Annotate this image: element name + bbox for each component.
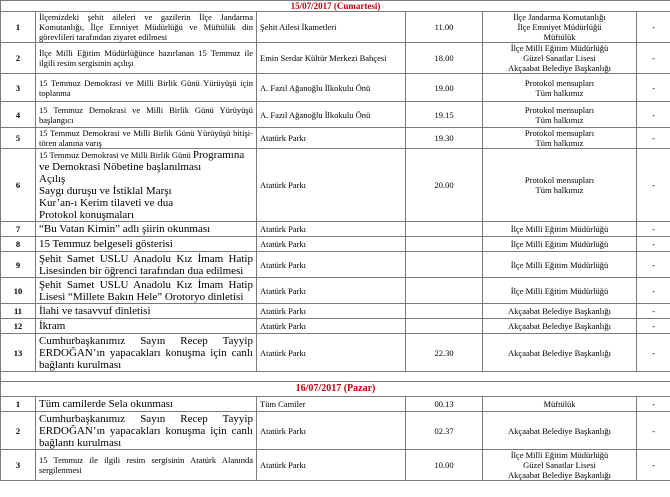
time-cell: 00.13	[406, 397, 483, 412]
row-number: 4	[1, 102, 36, 128]
place-cell: Şehit Ailesi İkametleri	[257, 12, 406, 43]
row-number: 2	[1, 43, 36, 74]
responsible-cell: İlçe Milli Eğitim Müdürlüğü	[483, 222, 637, 237]
table-row	[1, 412, 670, 450]
table-row	[1, 319, 670, 334]
table-row	[1, 222, 670, 237]
responsible-cell: Protokol mensupları Tüm halkımız	[483, 102, 637, 128]
activity-cell: İkram	[36, 319, 257, 334]
place-cell: Atatürk Parkı	[257, 304, 406, 319]
note-cell: -	[637, 252, 670, 278]
note-cell: -	[637, 128, 670, 149]
activity-cell: 15 Temmuz Demokrasi ve Milli Birlik Günü Yürüyüşü başlangıcı	[36, 102, 257, 128]
table-row	[1, 278, 670, 304]
note-cell: -	[637, 334, 670, 372]
place-cell: Atatürk Parkı	[257, 278, 406, 304]
activity-cell: 15 Temmuz ile ilgili resim sergisinin Atatürk Alanında sergilenmesi	[36, 450, 257, 481]
responsible-cell: Akçaabat Belediye Başkanlığı	[483, 412, 637, 450]
place-cell: Atatürk Parkı	[257, 252, 406, 278]
activity-cell: Şehit Samet USLU Anadolu Kız İmam Hatip Lisesi “Millete Bakın Hele” Orotoryo dinletisi	[36, 278, 257, 304]
place-cell: Atatürk Parkı	[257, 128, 406, 149]
row-number: 13	[1, 334, 36, 372]
place-cell: Atatürk Parkı	[257, 222, 406, 237]
activity-cell: 15 Temmuz Demokrasi ve Milli Birlik Günü Yürüyüşü bitişi-tören alanına varış	[36, 128, 257, 149]
activity-cell: Cumhurbaşkanımız Sayın Recep Tayyip ERDOĞAN’ın yapacakları konuşma için canlı bağlantı kurulması	[36, 334, 257, 372]
note-cell: -	[637, 74, 670, 102]
place-cell: Atatürk Parkı	[257, 149, 406, 222]
time-cell	[406, 304, 483, 319]
activity-cell: 15 Temmuz Demokrasi ve Milli Birlik Günü Programına ve Demokrasi Nöbetine başlanılması Açılış Saygı duruşu ve İstiklal Marşı Kur’an-ı Kerim tilaveti ve dua Protokol konuşmaları	[36, 149, 257, 222]
place-cell: A. Fazıl Ağanoğlu İlkokulu Önü	[257, 102, 406, 128]
responsible-cell: Akçaabat Belediye Başkanlığı	[483, 304, 637, 319]
time-cell: 02.37	[406, 412, 483, 450]
time-cell	[406, 319, 483, 334]
activity-cell: İlahi ve tasavvuf dinletisi	[36, 304, 257, 319]
table-row	[1, 149, 670, 222]
responsible-cell: İlçe Milli Eğitim Müdürlüğü Güzel Sanatlar Lisesi Akçaabat Belediye Başkanlığı	[483, 450, 637, 481]
row-number: 8	[1, 237, 36, 252]
activity-cell: Cumhurbaşkanımız Sayın Recep Tayyip ERDOĞAN’ın yapacakları konuşma için canlı bağlantı kurulması	[36, 412, 257, 450]
note-cell: -	[637, 412, 670, 450]
time-cell	[406, 237, 483, 252]
activity-cell: Şehit Samet USLU Anadolu Kız İmam Hatip Lisesinden bir öğrenci tarafından dua edilmesi	[36, 252, 257, 278]
row-number: 6	[1, 149, 36, 222]
responsible-cell: Protokol mensupları Tüm halkımız	[483, 149, 637, 222]
row-number: 3	[1, 450, 36, 481]
time-cell: 20.00	[406, 149, 483, 222]
activity-cell: 15 Temmuz belgeseli gösterisi	[36, 237, 257, 252]
place-cell: Atatürk Parkı	[257, 237, 406, 252]
table-row	[1, 43, 670, 74]
time-cell: 11.00	[406, 12, 483, 43]
time-cell	[406, 252, 483, 278]
activity-cell: 15 Temmuz Demokrasi ve Milli Birlik Günü Yürüyüşü için toplanma	[36, 74, 257, 102]
place-cell: Emin Serdar Kültür Merkezi Bahçesi	[257, 43, 406, 74]
note-cell: -	[637, 278, 670, 304]
responsible-cell: Müftülük	[483, 397, 637, 412]
note-cell: -	[637, 237, 670, 252]
time-cell	[406, 278, 483, 304]
row-number: 7	[1, 222, 36, 237]
table-row	[1, 74, 670, 102]
responsible-cell: İlçe Milli Eğitim Müdürlüğü	[483, 278, 637, 304]
table-row	[1, 237, 670, 252]
activity-cell: “Bu Vatan Kimin” adlı şiirin okunması	[36, 222, 257, 237]
table-row	[1, 334, 670, 372]
row-number: 5	[1, 128, 36, 149]
responsible-cell: Protokol mensupları Tüm halkımız	[483, 74, 637, 102]
time-cell: 22.30	[406, 334, 483, 372]
date-header-row	[1, 1, 670, 12]
place-cell: A. Fazıl Ağanoğlu İlkokulu Önü	[257, 74, 406, 102]
note-cell: -	[637, 12, 670, 43]
table-row	[1, 304, 670, 319]
note-cell: -	[637, 450, 670, 481]
responsible-cell: İlçe Milli Eğitim Müdürlüğü Güzel Sanatlar Lisesi Akçaabat Belediye Başkanlığı	[483, 43, 637, 74]
responsible-cell: İlçe Milli Eğitim Müdürlüğü	[483, 237, 637, 252]
table-row	[1, 252, 670, 278]
note-cell: -	[637, 397, 670, 412]
note-cell: -	[637, 304, 670, 319]
time-cell: 19.30	[406, 128, 483, 149]
time-cell: 19.00	[406, 74, 483, 102]
row-number: 2	[1, 412, 36, 450]
responsible-cell: Protokol mensupları Tüm halkımız	[483, 128, 637, 149]
date-header-row	[1, 382, 670, 397]
place-cell: Atatürk Parkı	[257, 319, 406, 334]
row-number: 11	[1, 304, 36, 319]
place-cell: Atatürk Parkı	[257, 450, 406, 481]
responsible-cell: İlçe Jandarma Komutanlığı İlçe Emniyet Müdürlüğü Müftülük	[483, 12, 637, 43]
time-cell: 18.00	[406, 43, 483, 74]
table-row	[1, 128, 670, 149]
activity-cell: İlçe Milli Eğitim Müdürlüğünce hazırlanan 15 Temmuz ile ilgili resim sergisinin açılışı	[36, 43, 257, 74]
row-number: 1	[1, 397, 36, 412]
activity-cell: Tüm camilerde Sela okunması	[36, 397, 257, 412]
note-cell: -	[637, 319, 670, 334]
time-cell: 19.15	[406, 102, 483, 128]
row-number: 1	[1, 12, 36, 43]
time-cell	[406, 222, 483, 237]
note-cell: -	[637, 222, 670, 237]
date-header: 16/07/2017 (Pazar)	[1, 382, 670, 397]
responsible-cell: Akçaabat Belediye Başkanlığı	[483, 319, 637, 334]
row-number: 12	[1, 319, 36, 334]
responsible-cell: Akçaabat Belediye Başkanlığı	[483, 334, 637, 372]
table-row	[1, 450, 670, 481]
place-cell: Tüm Camiler	[257, 397, 406, 412]
table-row	[1, 397, 670, 412]
note-cell: -	[637, 43, 670, 74]
activity-cell: İlçemizdeki şehit aileleri ve gazilerin İlçe Jandarma Komutanlığı, İlçe Emniyet Müdürlüğü ve Müftülük din görevlileri tarafından ziyaret edilmesi	[36, 12, 257, 43]
table-row	[1, 12, 670, 43]
responsible-cell: İlçe Milli Eğitim Müdürlüğü	[483, 252, 637, 278]
place-cell: Atatürk Parkı	[257, 334, 406, 372]
table-row	[1, 102, 670, 128]
place-cell: Atatürk Parkı	[257, 412, 406, 450]
row-number: 10	[1, 278, 36, 304]
row-number: 3	[1, 74, 36, 102]
time-cell: 10.00	[406, 450, 483, 481]
note-cell: -	[637, 102, 670, 128]
note-cell: -	[637, 149, 670, 222]
spacer-row	[1, 372, 670, 382]
date-header: 15/07/2017 (Cumartesi)	[1, 1, 670, 12]
row-number: 9	[1, 252, 36, 278]
spacer-cell	[1, 372, 670, 382]
